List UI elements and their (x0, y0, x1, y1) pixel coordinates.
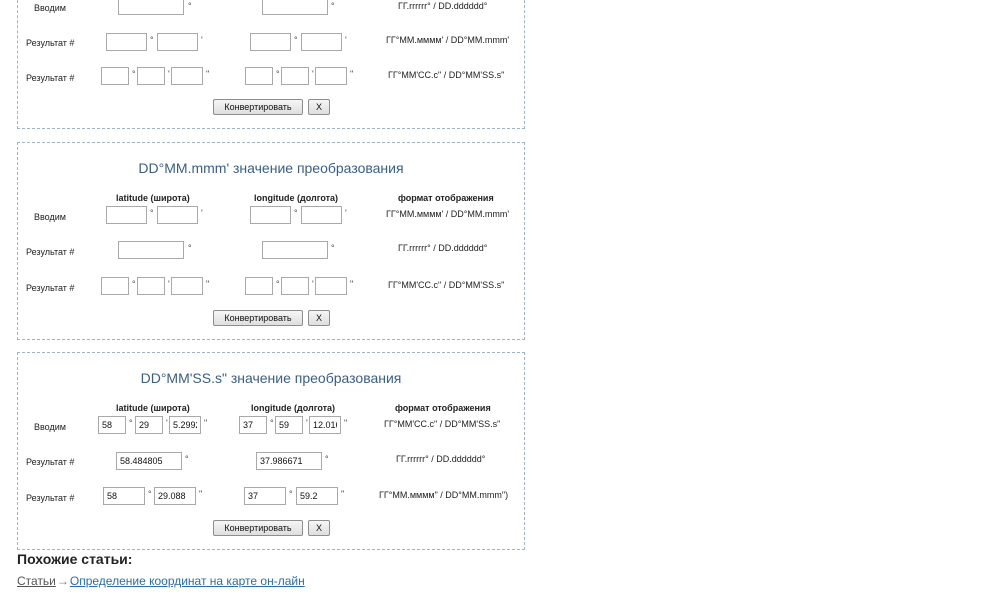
format-result-2: ГГ°ММ'СС.с" / DD°MM'SS.s" (388, 70, 505, 80)
row-label-input: Вводим (34, 212, 66, 222)
converter-panel-dms (17, 352, 525, 550)
row-label-result-2: Результат # (26, 493, 75, 503)
lon-min-result[interactable] (301, 33, 342, 51)
lat-deg-input[interactable] (106, 206, 147, 224)
second-symbol: " (199, 489, 203, 499)
degree-symbol: ° (150, 35, 154, 45)
second-symbol: " (344, 418, 348, 428)
lon-deg-result[interactable] (244, 487, 286, 505)
format-input: ГГ.rrrrrr° / DD.dddddd° (398, 1, 488, 11)
lat-min-input[interactable] (135, 416, 163, 434)
degree-symbol: ° (276, 69, 280, 79)
format-header: формат отображения (395, 403, 491, 413)
minute-symbol: ' (201, 35, 203, 45)
format-result-2: ГГ°ММ'СС.с" / DD°MM'SS.s" (388, 280, 505, 290)
degree-symbol: ° (148, 489, 152, 499)
convert-button[interactable]: Конвертировать (213, 310, 303, 326)
degree-symbol: ° (188, 1, 192, 11)
lon-header: longitude (долгота) (254, 193, 339, 203)
format-result-2: ГГ°ММ.мммм" / DD°MM.mmm") (379, 490, 509, 500)
minute-symbol: ' (168, 69, 170, 79)
lon-decimal-result[interactable] (262, 241, 328, 259)
lat-sec-input[interactable] (169, 416, 201, 434)
format-result-1: ГГ°ММ.мммм' / DD°MM.mmm' (386, 35, 510, 45)
degree-symbol: ° (294, 35, 298, 45)
degree-symbol: ° (294, 208, 298, 218)
format-header: формат отображения (398, 193, 494, 203)
minute-symbol: ' (312, 69, 314, 79)
lat-decimal-result[interactable] (118, 241, 184, 259)
lon-min-input[interactable] (301, 206, 342, 224)
lat-decimal-result[interactable] (116, 452, 182, 470)
second-symbol: " (350, 279, 354, 289)
minute-symbol: ' (345, 35, 347, 45)
article-link[interactable]: Определение координат на карте он-лайн (69, 574, 305, 588)
lon-sec-result[interactable] (315, 277, 347, 295)
breadcrumb (17, 574, 305, 588)
format-result-1: ГГ.rrrrrr° / DD.dddddd° (396, 454, 486, 464)
degree-symbol: ° (289, 489, 293, 499)
clear-button[interactable]: X (308, 99, 330, 115)
lat-decimal-input[interactable] (118, 0, 184, 15)
lat-sec-result[interactable] (171, 67, 203, 85)
lat-min-result[interactable] (157, 33, 198, 51)
converter-panel-decimal (17, 0, 525, 129)
lat-deg-result[interactable] (101, 67, 129, 85)
lon-deg-result[interactable] (250, 33, 291, 51)
lon-sec-result[interactable] (315, 67, 347, 85)
degree-symbol: ° (150, 208, 154, 218)
lat-min-result[interactable] (154, 487, 196, 505)
degree-symbol: ° (129, 418, 133, 428)
degree-symbol: ° (132, 69, 136, 79)
convert-button[interactable]: Конвертировать (213, 99, 303, 115)
lat-header: latitude (широта) (116, 193, 190, 203)
degree-symbol: ° (132, 279, 136, 289)
minute-symbol: ' (306, 418, 308, 428)
degree-symbol: ° (331, 1, 335, 11)
lat-deg-result[interactable] (101, 277, 129, 295)
format-input: ГГ°ММ'СС.с" / DD°MM'SS.s" (384, 419, 501, 429)
lat-deg-input[interactable] (98, 416, 126, 434)
lon-deg-input[interactable] (239, 416, 267, 434)
lon-deg-input[interactable] (250, 206, 291, 224)
lat-deg-result[interactable] (103, 487, 145, 505)
lon-header: longitude (долгота) (251, 403, 336, 413)
second-symbol: " (206, 69, 210, 79)
row-label-result-2: Результат # (26, 73, 75, 83)
degree-symbol: ° (185, 454, 189, 464)
clear-button[interactable]: X (308, 520, 330, 536)
lat-min-result[interactable] (137, 277, 165, 295)
second-symbol: " (341, 489, 345, 499)
second-symbol: " (206, 279, 210, 289)
breadcrumb-articles-link[interactable]: Статьи (17, 574, 56, 588)
clear-button[interactable]: X (308, 310, 330, 326)
similar-articles-heading: Похожие статьи: (17, 551, 133, 567)
lat-header: latitude (широта) (116, 403, 190, 413)
panel-title: DD°MM.mmm' значение преобразования (138, 160, 404, 176)
row-label-result-1: Результат # (26, 38, 75, 48)
row-label-result-2: Результат # (26, 283, 75, 293)
lon-decimal-input[interactable] (262, 0, 328, 15)
lat-deg-result[interactable] (106, 33, 147, 51)
degree-symbol: ° (331, 243, 335, 253)
lon-deg-result[interactable] (245, 67, 273, 85)
lon-min-input[interactable] (275, 416, 303, 434)
degree-symbol: ° (188, 243, 192, 253)
degree-symbol: ° (325, 454, 329, 464)
minute-symbol: ' (312, 279, 314, 289)
lon-min-result[interactable] (296, 487, 338, 505)
lon-min-result[interactable] (281, 67, 309, 85)
lon-decimal-result[interactable] (256, 452, 322, 470)
row-label-result-1: Результат # (26, 457, 75, 467)
arrow-icon: → (56, 574, 69, 588)
degree-symbol: ° (270, 418, 274, 428)
row-label-input: Вводим (34, 3, 66, 13)
row-label-input: Вводим (34, 422, 66, 432)
minute-symbol: ' (345, 208, 347, 218)
format-result-1: ГГ.rrrrrr° / DD.dddddd° (398, 243, 488, 253)
second-symbol: " (204, 418, 208, 428)
lon-deg-result[interactable] (245, 277, 273, 295)
minute-symbol: ' (166, 418, 168, 428)
row-label-result-1: Результат # (26, 247, 75, 257)
lat-sec-result[interactable] (171, 277, 203, 295)
lon-min-result[interactable] (281, 277, 309, 295)
minute-symbol: ' (168, 279, 170, 289)
lon-sec-input[interactable] (309, 416, 341, 434)
panel-title: DD°MM'SS.s" значение преобразования (140, 370, 402, 386)
convert-button[interactable]: Конвертировать (213, 520, 303, 536)
lat-min-result[interactable] (137, 67, 165, 85)
converter-panel-dm (17, 142, 525, 340)
lat-min-input[interactable] (157, 206, 198, 224)
minute-symbol: ' (201, 208, 203, 218)
degree-symbol: ° (276, 279, 280, 289)
second-symbol: " (350, 69, 354, 79)
format-input: ГГ°ММ.мммм' / DD°MM.mmm' (386, 209, 510, 219)
